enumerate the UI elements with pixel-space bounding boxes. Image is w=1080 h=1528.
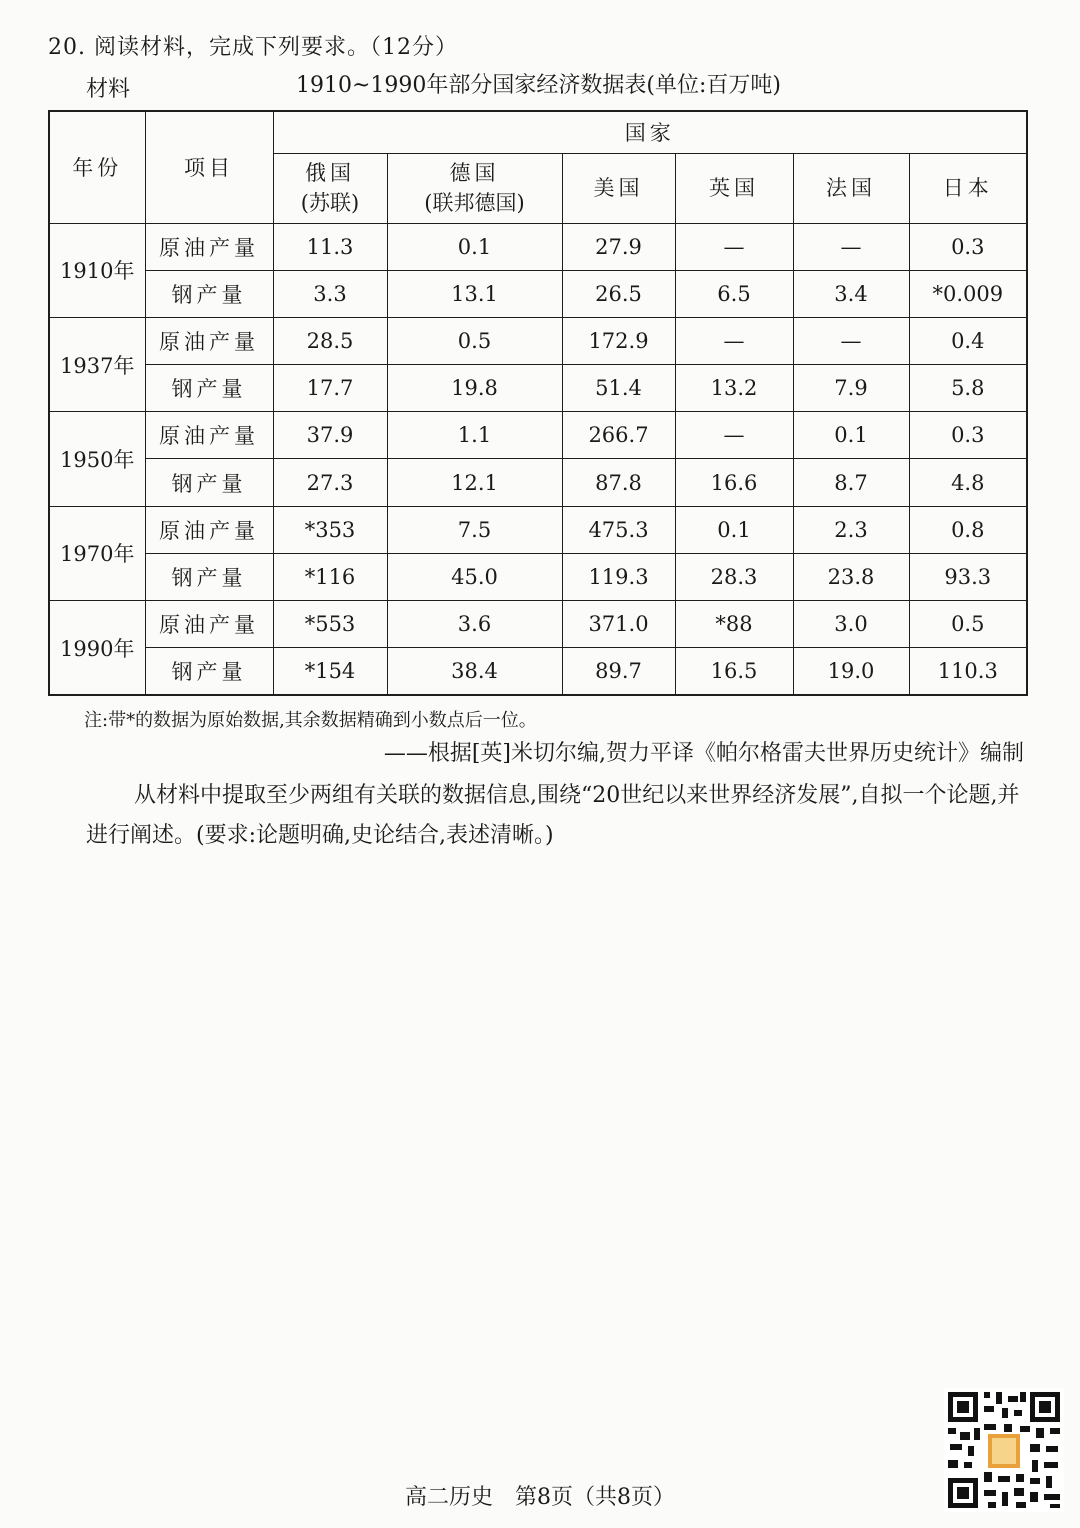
header-country-group: 国家 [273, 111, 1027, 153]
table-row [49, 365, 1027, 412]
value-cell: 3.6 [387, 601, 562, 648]
header-country: 俄国 (苏联) [273, 153, 387, 223]
page-footer: 高二历史 第8页（共8页） [405, 1485, 675, 1510]
value-cell: 0.5 [909, 601, 1027, 648]
table-row [49, 459, 1027, 506]
item-label-cell: 钢产量 [145, 270, 273, 317]
value-cell: 0.4 [909, 317, 1027, 364]
value-cell: 0.1 [675, 506, 793, 553]
value-cell: 0.1 [793, 412, 909, 459]
question-title: 20. 阅读材料，完成下列要求。（12分） [48, 35, 458, 60]
item-label-cell: 钢产量 [145, 459, 273, 506]
value-cell: — [675, 412, 793, 459]
value-cell: 51.4 [562, 365, 675, 412]
year-cell: 1950年 [49, 412, 145, 506]
value-cell: 87.8 [562, 459, 675, 506]
value-cell: 38.4 [387, 648, 562, 695]
value-cell: 371.0 [562, 601, 675, 648]
value-cell: 3.0 [793, 601, 909, 648]
value-cell: 0.5 [387, 317, 562, 364]
value-cell: 4.8 [909, 459, 1027, 506]
item-label-cell: 原油产量 [145, 601, 273, 648]
header-year: 年份 [49, 111, 145, 223]
value-cell: 0.8 [909, 506, 1027, 553]
header-country: 英国 [675, 153, 793, 223]
header-country: 法国 [793, 153, 909, 223]
value-cell: 3.4 [793, 270, 909, 317]
value-cell: 19.8 [387, 365, 562, 412]
value-cell: 7.9 [793, 365, 909, 412]
header-country: 德国 (联邦德国) [387, 153, 562, 223]
value-cell: 19.0 [793, 648, 909, 695]
value-cell: — [675, 317, 793, 364]
value-cell: 89.7 [562, 648, 675, 695]
item-label-cell: 原油产量 [145, 412, 273, 459]
material-label: 材料 [86, 77, 131, 102]
item-label-cell: 原油产量 [145, 223, 273, 270]
value-cell: *154 [273, 648, 387, 695]
table-note: 注:带*的数据为原始数据,其余数据精确到小数点后一位。 [84, 710, 537, 731]
source-citation: ——根据[英]米切尔编,贺力平译《帕尔格雷夫世界历史统计》编制 [383, 741, 1024, 766]
table-row [49, 317, 1027, 364]
table-row [49, 601, 1027, 648]
value-cell: 110.3 [909, 648, 1027, 695]
value-cell: 27.3 [273, 459, 387, 506]
value-cell: 2.3 [793, 506, 909, 553]
value-cell: 8.7 [793, 459, 909, 506]
value-cell: 16.5 [675, 648, 793, 695]
header-item: 项目 [145, 111, 273, 223]
value-cell: 37.9 [273, 412, 387, 459]
item-label-cell: 钢产量 [145, 553, 273, 600]
value-cell: 266.7 [562, 412, 675, 459]
value-cell: 6.5 [675, 270, 793, 317]
value-cell: 0.3 [909, 223, 1027, 270]
value-cell: 12.1 [387, 459, 562, 506]
value-cell: 13.1 [387, 270, 562, 317]
value-cell: — [675, 223, 793, 270]
year-cell: 1990年 [49, 601, 145, 696]
item-label-cell: 原油产量 [145, 506, 273, 553]
value-cell: 1.1 [387, 412, 562, 459]
economic-data-table [48, 110, 1028, 696]
value-cell: 26.5 [562, 270, 675, 317]
value-cell: *553 [273, 601, 387, 648]
value-cell: 5.8 [909, 365, 1027, 412]
value-cell: *88 [675, 601, 793, 648]
value-cell: *116 [273, 553, 387, 600]
table-row [49, 648, 1027, 695]
task-prompt: 从材料中提取至少两组有关联的数据信息,围绕“20世纪以来世界经济发展”,自拟一个论题,并进行阐述。(要求:论题明确,史论结合,表述清晰。) [86, 783, 1020, 848]
value-cell: 27.9 [562, 223, 675, 270]
header-country: 日本 [909, 153, 1027, 223]
table-row [49, 506, 1027, 553]
table-row [49, 270, 1027, 317]
table-caption: 1910~1990年部分国家经济数据表(单位:百万吨) [296, 73, 781, 98]
value-cell: 3.3 [273, 270, 387, 317]
table-body [49, 223, 1027, 695]
value-cell: 475.3 [562, 506, 675, 553]
value-cell: 17.7 [273, 365, 387, 412]
value-cell: 13.2 [675, 365, 793, 412]
value-cell: 28.5 [273, 317, 387, 364]
value-cell: 23.8 [793, 553, 909, 600]
value-cell: 0.3 [909, 412, 1027, 459]
table-row [49, 223, 1027, 270]
value-cell: 16.6 [675, 459, 793, 506]
table-row [49, 412, 1027, 459]
value-cell: 93.3 [909, 553, 1027, 600]
item-label-cell: 钢产量 [145, 365, 273, 412]
header-country: 美国 [562, 153, 675, 223]
year-cell: 1910年 [49, 223, 145, 317]
value-cell: 45.0 [387, 553, 562, 600]
value-cell: 11.3 [273, 223, 387, 270]
value-cell: — [793, 317, 909, 364]
year-cell: 1937年 [49, 317, 145, 411]
value-cell: 28.3 [675, 553, 793, 600]
year-cell: 1970年 [49, 506, 145, 600]
table-row [49, 553, 1027, 600]
value-cell: 7.5 [387, 506, 562, 553]
value-cell: *353 [273, 506, 387, 553]
value-cell: — [793, 223, 909, 270]
item-label-cell: 钢产量 [145, 648, 273, 695]
item-label-cell: 原油产量 [145, 317, 273, 364]
value-cell: 172.9 [562, 317, 675, 364]
value-cell: 119.3 [562, 553, 675, 600]
value-cell: *0.009 [909, 270, 1027, 317]
value-cell: 0.1 [387, 223, 562, 270]
